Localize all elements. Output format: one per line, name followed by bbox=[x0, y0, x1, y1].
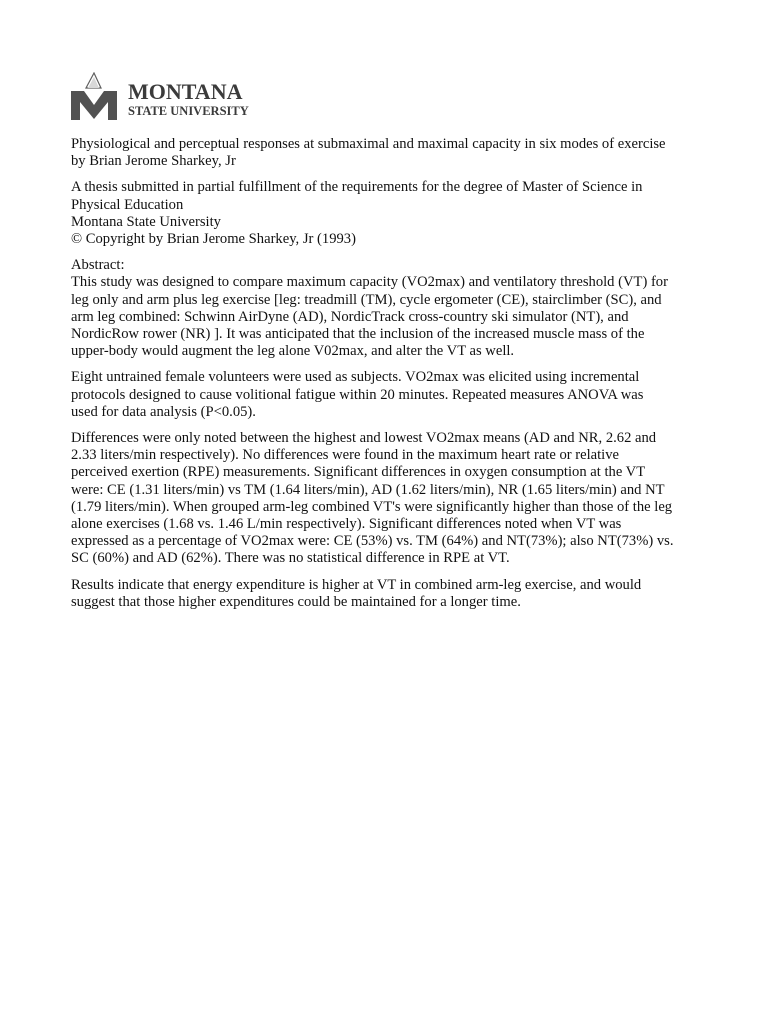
abstract-line: suggest that those higher expenditures could be maintained for a longer time. bbox=[71, 593, 521, 610]
abstract-line: SC (60%) and AD (62%). There was no statistical difference in RPE at VT. bbox=[71, 550, 510, 567]
abstract-paragraph-1 bbox=[71, 257, 703, 360]
university-logo bbox=[70, 72, 270, 124]
abstract-line: perceived exertion (RPE) measurements. Significant differences in oxygen consumption at the VT bbox=[71, 464, 646, 481]
thesis-statement: A thesis submitted in partial fulfillment of the requirements for the degree of Master of Science in bbox=[71, 179, 643, 196]
abstract-line: Results indicate that energy expenditure is higher at VT in combined arm-leg exercise, and would bbox=[71, 576, 642, 593]
abstract-line: Eight untrained female volunteers were used as subjects. VO2max was elicited using incremental bbox=[71, 369, 640, 386]
author-line: by Brian Jerome Sharkey, Jr bbox=[71, 153, 236, 170]
abstract-line: This study was designed to compare maximum capacity (VO2max) and ventilatory threshold (VT) for bbox=[71, 274, 668, 291]
copyright-line: © Copyright by Brian Jerome Sharkey, Jr (1993) bbox=[71, 231, 356, 248]
abstract-line: used for data analysis (P<0.05). bbox=[71, 403, 256, 420]
logo-letter-m bbox=[71, 91, 117, 120]
abstract-line: protocols designed to cause volitional fatigue within 20 minutes. Repeated measures ANOVA was bbox=[71, 386, 644, 403]
institution: Montana State University bbox=[71, 213, 221, 230]
abstract-line: NordicRow rower (NR) ]. It was anticipated that the inclusion of the increased muscle mass of the bbox=[71, 326, 645, 343]
logo-mark bbox=[70, 72, 270, 124]
abstract-line: expressed as a percentage of VO2max were: CE (53%) vs. TM (64%) and NT(73%); also NT(73%) vs. bbox=[71, 533, 674, 550]
abstract-line: arm leg combined: Schwinn AirDyne (AD), NordicTrack cross-country ski simulator (NT), and bbox=[71, 308, 629, 325]
abstract-paragraph-2 bbox=[71, 369, 703, 421]
degree-field: Physical Education bbox=[71, 196, 184, 213]
abstract-paragraph-4 bbox=[71, 577, 703, 611]
abstract-line: Differences were only noted between the highest and lowest VO2max means (AD and NR, 2.62 and bbox=[71, 430, 657, 447]
logo-line2: STATE UNIVERSITY bbox=[128, 104, 249, 118]
document-title: Physiological and perceptual responses at submaximal and maximal capacity in six modes of exercise bbox=[71, 136, 666, 152]
abstract-paragraph-3 bbox=[71, 430, 703, 568]
logo-line1: MONTANA bbox=[128, 79, 243, 104]
title-block bbox=[71, 136, 703, 170]
abstract-line: (1.79 liters/min). When grouped arm-leg combined VT's were significantly higher than those of the leg bbox=[71, 498, 673, 515]
abstract-line: were: CE (1.31 liters/min) vs TM (1.64 liters/min), AD (1.62 liters/min), NR (1.65 liters/min) and NT bbox=[71, 481, 665, 498]
abstract-line: 2.33 liters/min respectively). No differences were found in the maximum heart rate or relative bbox=[71, 447, 620, 464]
abstract-line: upper-body would augment the leg alone V02max, and alter the VT as well. bbox=[71, 343, 515, 360]
abstract-line: leg only and arm plus leg exercise [leg: treadmill (TM), cycle ergometer (CE), stairclimber (SC), and bbox=[71, 291, 662, 308]
document-body bbox=[71, 136, 703, 620]
abstract-line: alone exercises (1.68 vs. 1.46 L/min respectively). Significant differences noted when VT was bbox=[71, 516, 622, 533]
abstract-heading: Abstract: bbox=[71, 257, 125, 274]
thesis-block bbox=[71, 179, 703, 248]
